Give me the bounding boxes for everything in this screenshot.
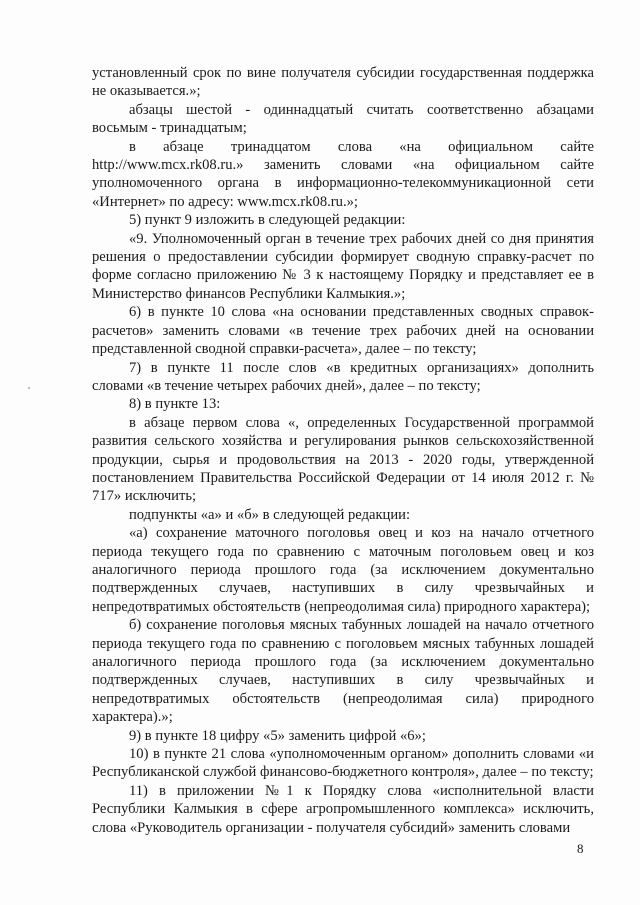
document-body	[92, 64, 594, 837]
paragraph: «9. Уполномоченный орган в течение трех рабочих дней со дня принятия решения о предоставлении субсидии формирует сводную справку-расчет по форме согласно приложению № 3 к настоящему Порядку и представляет ее в Министерство финансов Республики Калмыкия.»;	[92, 230, 594, 302]
scan-speck	[28, 387, 30, 389]
paragraph: 10) в пункте 21 слова «уполномоченным органом» дополнить словами «и Республиканской службой финансово-бюджетного контроля», далее – по тексту;	[92, 746, 594, 781]
paragraph: 8) в пункте 13:	[129, 396, 221, 413]
paragraph: абзацы шестой - одиннадцатый считать соответственно абзацами восьмым - тринадцатым;	[92, 101, 594, 137]
paragraph: 5) пункт 9 изложить в следующей редакции:	[129, 212, 406, 229]
paragraph: в абзаце первом слова «, определенных Государственной программой развития сельского хозяйства и регулирования рынков сельскохозяйственной продукции, сырья и продовольствия на 2013 - 2020 годы, утвержденной постановлением Правительства Российской Федерации от 14 июля 2012 г. № 717» исключить;	[92, 414, 594, 505]
paragraph: в абзаце тринадцатом слова «на официальном сайте http://www.mcx.rk08.ru.» заменить словами «на официальном сайте уполномоченного органа в информационно-телекоммуникационной сети «Интернет» по адресу: www.mcx.rk08.ru.»;	[92, 138, 594, 210]
paragraph: подпункты «а» и «б» в следующей редакции:	[129, 506, 411, 523]
paragraph: 11) в приложении №1 к Порядку слова «исполнительной власти Республики Калмыкия в сфере агропромышленного комплекса» исключить, слова «Руководитель организации - получателя субсидий» заменить словами	[92, 782, 594, 836]
paragraph: 7) в пункте 11 после слов «в кредитных организациях» дополнить словами «в течение четырех рабочих дней», далее – по тексту;	[92, 359, 594, 394]
paragraph: 9) в пункте 18 цифру «5» заменить цифрой «6»;	[129, 727, 426, 744]
paragraph: «а) сохранение маточного поголовья овец и коз на начало отчетного периода текущего года по сравнению с маточным поголовьем овец и коз аналогичного периода прошлого года (за исключением документально подтвержденных случаев, наступивших в силу чрезвычайных и непредотвратимых обстоятельств (непреодолимая сила) природного характера);	[92, 525, 594, 615]
paragraph-continuation: установленный срок по вине получателя субсидии государственная поддержка не оказывается.»;	[92, 65, 594, 100]
paragraph: 6) в пункте 10 слова «на основании представленных сводных справок-расчетов» заменить словами «в течение трех рабочих дней на основании представленной сводной справки-расчета», далее – по тексту;	[92, 304, 594, 358]
paragraph: б) сохранение поголовья мясных табунных лошадей на начало отчетного периода текущего года по сравнению с поголовьем мясных табунных лошадей аналогичного периода прошлого года (за исключением документально подтвержденных случаев, наступивших в силу чрезвычайных и непредотвратимых обстоятельств (непреодолимая сила) природного характера).»;	[92, 617, 594, 726]
page-number: 8	[577, 841, 584, 856]
